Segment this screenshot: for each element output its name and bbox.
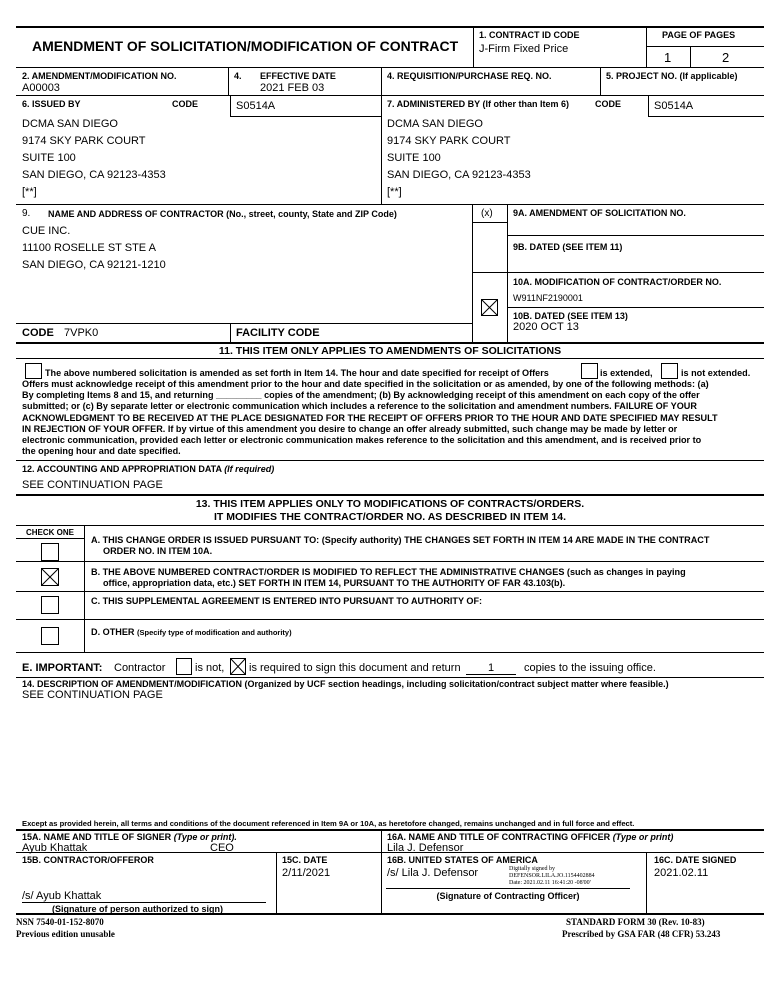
requisition-label: 4. REQUISITION/PURCHASE REQ. NO.	[387, 71, 552, 81]
contractor-offeror-label: 15B. CONTRACTOR/OFFEROR	[22, 855, 154, 865]
item-13b-line: office, appropriation data, etc.) SET FORTH IN ITEM 14, PURSUANT TO THE AUTHORITY OF FAR 43.103(b).	[103, 578, 566, 589]
page-of-pages-label: PAGE OF PAGES	[662, 30, 736, 40]
officer-signature-caption: (Signature of Contracting Officer)	[436, 891, 580, 901]
digital-signature-stamp	[509, 866, 595, 884]
contractor-num: 9.	[22, 208, 31, 219]
item-10a-label: 10A. MODIFICATION OF CONTRACT/ORDER NO.	[513, 277, 722, 287]
issued-by-line: DCMA SAN DIEGO	[22, 118, 118, 130]
rule	[230, 116, 381, 117]
usa-label: 16B. UNITED STATES OF AMERICA	[387, 855, 538, 865]
contractor-line: SAN DIEGO, CA 92121-1210	[22, 259, 166, 271]
important-copies-suffix: copies to the issuing office.	[524, 662, 656, 674]
rule	[507, 204, 508, 342]
item-13d-text	[91, 627, 292, 638]
project-no-label: 5. PROJECT NO. (If applicable)	[606, 71, 738, 81]
contract-id-value: J-Firm Fixed Price	[479, 43, 569, 55]
rule	[646, 46, 764, 47]
rule	[16, 460, 764, 461]
rule	[690, 46, 691, 67]
item-11-body-line: Offers must acknowledge receipt of this amendment prior to the hour and date specified in the solicitation or as amended, by one of the following methods: (a)	[22, 379, 709, 389]
rule	[381, 67, 382, 204]
item-11-body-line: By completing Items 8 and 15, and returning _________ copies of the amendment; (b) By acknowledging receipt of this amendment on each copy of the offer	[22, 390, 700, 401]
important-is-required: is required to sign this document and return	[249, 662, 461, 674]
item-12-label-suffix: (If required)	[224, 464, 275, 474]
item-9a-label: 9A. AMENDMENT OF SOLICITATION NO.	[513, 208, 686, 218]
signer-title: CEO	[210, 842, 234, 854]
contractor-code: 7VPK0	[64, 327, 99, 339]
is-not-required-checkbox[interactable]	[176, 658, 192, 675]
item-10b-value: 2020 OCT 13	[513, 321, 579, 333]
rule	[22, 902, 266, 903]
administered-by-line: SAN DIEGO, CA 92123-4353	[387, 169, 531, 181]
rule	[16, 619, 764, 620]
is-not-extended-checkbox[interactable]	[661, 363, 678, 379]
contractor-signature-caption: (Signature of person authorized to sign)	[52, 904, 223, 914]
page-count: 2	[722, 50, 730, 65]
item-13b-checkbox[interactable]	[41, 568, 59, 586]
item-13-heading-1: 13. THIS ITEM APPLIES ONLY TO MODIFICATIONS OF CONTRACTS/ORDERS.	[195, 498, 585, 510]
rule	[16, 342, 764, 344]
rule	[84, 525, 85, 652]
item-10b-label: 10B. DATED (SEE ITEM 13)	[513, 311, 628, 321]
effective-date-value: 2021 FEB 03	[260, 82, 325, 94]
important-label: E. IMPORTANT:	[22, 662, 103, 674]
item-13d-checkbox[interactable]	[41, 627, 59, 645]
item-11-body-line: electronic communication, provided each letter or electronic communication makes reference to the solicitation and this amendment, and is received prior to	[22, 435, 702, 446]
issued-by-line: SAN DIEGO, CA 92123-4353	[22, 169, 166, 181]
important-is-not: is not,	[195, 662, 225, 674]
issued-by-line: SUITE 100	[22, 152, 76, 164]
signer-label	[22, 832, 237, 842]
signer-date-label: 15C. DATE	[282, 855, 328, 865]
administered-by-line: [**]	[387, 186, 402, 198]
digital-signature-line: Digitally signed by	[509, 866, 555, 872]
rule	[16, 494, 764, 496]
rule	[16, 561, 764, 562]
is-extended-checkbox[interactable]	[581, 363, 598, 379]
amendment-no-label: 2. AMENDMENT/MODIFICATION NO.	[22, 71, 177, 81]
issued-by-code-label: CODE	[172, 99, 199, 109]
rule	[228, 67, 229, 95]
page-number: 1	[664, 50, 672, 65]
administered-by-label: 7. ADMINISTERED BY (If other than Item 6)	[387, 99, 570, 109]
rule	[600, 67, 601, 95]
administered-by-line: SUITE 100	[387, 152, 441, 164]
rule	[648, 116, 764, 117]
is-required-checkbox[interactable]	[230, 658, 246, 675]
x-mark-icon	[42, 569, 58, 585]
x-column-label: (x)	[481, 208, 493, 219]
item-12-label	[22, 464, 274, 474]
important-contractor: Contractor	[114, 662, 166, 674]
effective-date-num: 4.	[234, 71, 242, 81]
x-mark-icon	[482, 300, 497, 315]
form-title: AMENDMENT OF SOLICITATION/MODIFICATION OF CONTRACT	[32, 38, 459, 54]
issued-by-line: 9174 SKY PARK COURT	[22, 135, 146, 147]
contractor-signature: /s/ Ayub Khattak	[22, 890, 102, 902]
rule	[472, 204, 473, 342]
rule	[381, 829, 382, 913]
rule	[16, 652, 764, 653]
item-13a-checkbox[interactable]	[41, 543, 59, 561]
rule	[16, 67, 764, 68]
rule	[276, 852, 277, 913]
issued-by-label: 6. ISSUED BY	[22, 99, 81, 109]
rule	[472, 222, 507, 223]
signer-label-suffix: (Type or print).	[173, 832, 237, 842]
rule	[473, 26, 474, 67]
officer-label	[387, 832, 673, 842]
digital-signature-line: DEFENSOR.LILA.JO.1154402884	[509, 873, 595, 879]
rule	[16, 323, 472, 324]
item-9b-label: 9B. DATED (SEE ITEM 11)	[513, 242, 623, 252]
item-10a-checkbox[interactable]	[481, 299, 498, 316]
effective-date-label: EFFECTIVE DATE	[260, 71, 336, 81]
signer-name: Ayub Khattak	[22, 842, 88, 854]
item-13c-checkbox[interactable]	[41, 596, 59, 614]
prescribed-by: Prescribed by GSA FAR (48 CFR) 53.243	[562, 929, 721, 939]
rule	[16, 358, 764, 359]
item-13b-line: B. THE ABOVE NUMBERED CONTRACT/ORDER IS MODIFIED TO REFLECT THE ADMINISTRATIVE CHANGES (such as changes in paying	[91, 567, 686, 577]
rule	[16, 829, 764, 831]
item-13d-label: D. OTHER	[91, 627, 135, 637]
contractor-label: NAME AND ADDRESS OF CONTRACTOR (No., street, county, State and ZIP Code)	[48, 209, 397, 219]
item-13c-text: C. THIS SUPPLEMENTAL AGREEMENT IS ENTERED INTO PURSUANT TO AUTHORITY OF:	[91, 596, 483, 606]
administered-by-line: 9174 SKY PARK COURT	[387, 135, 511, 147]
administered-by-code-label: CODE	[595, 99, 622, 109]
item-11-heading: 11. THIS ITEM ONLY APPLIES TO AMENDMENTS OF SOLICITATIONS	[218, 345, 562, 357]
rule	[648, 95, 649, 116]
item-14-value: SEE CONTINUATION PAGE	[22, 689, 163, 701]
item-14-label: 14. DESCRIPTION OF AMENDMENT/MODIFICATION (Organized by UCF section headings, including solicitation/contract subject matter where feasible.)	[22, 679, 669, 689]
terms-note: Except as provided herein, all terms and conditions of the document referenced in Item 9A or 10A, as heretofore changed, remains unchanged and in full force and effect.	[22, 819, 635, 828]
contract-id-label: 1. CONTRACT ID CODE	[479, 30, 580, 40]
rule	[16, 677, 764, 678]
issued-by-line: [**]	[22, 186, 37, 198]
rule	[16, 525, 764, 526]
officer-signature: /s/ Lila J. Defensor	[387, 867, 479, 879]
issued-by-code: S0514A	[236, 100, 276, 112]
rule	[386, 888, 630, 889]
is-not-extended-label: is not extended.	[681, 368, 751, 378]
rule	[16, 95, 764, 96]
officer-label-text: 16A. NAME AND TITLE OF CONTRACTING OFFICER	[387, 832, 611, 842]
standard-form: STANDARD FORM 30 (Rev. 10-83)	[566, 917, 705, 927]
nsn-number: NSN 7540-01-152-8070	[16, 917, 104, 927]
rule	[16, 538, 84, 539]
administered-by-line: DCMA SAN DIEGO	[387, 118, 483, 130]
rule	[646, 852, 647, 913]
contractor-code-label: CODE	[22, 327, 54, 339]
rule	[507, 307, 764, 308]
previous-edition: Previous edition unusable	[16, 929, 115, 939]
officer-date-label: 16C. DATE SIGNED	[654, 855, 737, 865]
officer-name: Lila J. Defensor	[387, 842, 464, 854]
form-top-border	[16, 26, 764, 28]
rule	[230, 323, 231, 342]
item-13a-text	[91, 535, 709, 557]
item-11-body	[22, 379, 758, 457]
officer-label-suffix: (Type or print)	[612, 832, 674, 842]
rule	[472, 272, 764, 273]
item-11-body-line: the opening hour and date specified.	[22, 446, 181, 457]
is-extended-label: is extended,	[600, 368, 653, 378]
item-13d-suffix: (Specify type of modification and authority)	[136, 628, 292, 637]
copies-count: 1	[466, 662, 516, 675]
rule	[16, 204, 764, 205]
check-one-label: CHECK ONE	[25, 528, 74, 537]
amendment-no-value: A00003	[22, 82, 60, 94]
signer-label-text: 15A. NAME AND TITLE OF SIGNER	[22, 832, 172, 842]
rule	[230, 95, 231, 116]
x-mark-icon	[231, 659, 245, 674]
rule	[16, 591, 764, 592]
item-13a-line: ORDER NO. IN ITEM 10A.	[103, 546, 213, 557]
item-11-body-line: IN REJECTION OF YOUR OFFER. If by virtue of this amendment you desire to change an offer already submitted, such change may be made by letter or	[22, 423, 678, 434]
item-11-body-line: submitted; or (c) By separate letter or electronic communication which includes a reference to the solicitation and amendment numbers. FAILURE OF YOUR	[22, 401, 697, 412]
contractor-line: CUE INC.	[22, 225, 71, 237]
rule	[507, 235, 764, 236]
item-11-line1: The above numbered solicitation is amended as set forth in Item 14. The hour and date specified for receipt of Offers	[45, 368, 549, 378]
facility-code-label: FACILITY CODE	[236, 327, 320, 339]
item-12-value: SEE CONTINUATION PAGE	[22, 479, 163, 491]
item-13-heading-2: IT MODIFIES THE CONTRACT/ORDER NO. AS DESCRIBED IN ITEM 14.	[214, 511, 566, 523]
contractor-line: 11100 ROSELLE ST STE A	[22, 242, 156, 254]
item-13b-text	[91, 567, 686, 589]
item-10a-value: W911NF2190001	[513, 293, 583, 303]
digital-signature-line: Date: 2021.02.11 16:41:20 -08'00'	[509, 880, 591, 884]
item-13a-line: A. THIS CHANGE ORDER IS ISSUED PURSUANT TO: (Specify authority) THE CHANGES SET FORTH IN ITEM 14 ARE MADE IN THE CONTRACT	[91, 535, 710, 545]
administered-by-code: S0514A	[654, 100, 694, 112]
item-11-body-line: ACKNOWLEDGMENT TO BE RECEIVED AT THE PLACE DESIGNATED FOR THE RECEIPT OF OFFERS PRIOR TO THE HOUR AND DATE SPECIFIED MAY RESULT	[22, 412, 718, 423]
item-11-amended-checkbox[interactable]	[25, 363, 42, 379]
signer-date: 2/11/2021	[282, 867, 331, 879]
officer-date: 2021.02.11	[654, 867, 709, 879]
item-12-label-text: 12. ACCOUNTING AND APPROPRIATION DATA	[22, 464, 222, 474]
